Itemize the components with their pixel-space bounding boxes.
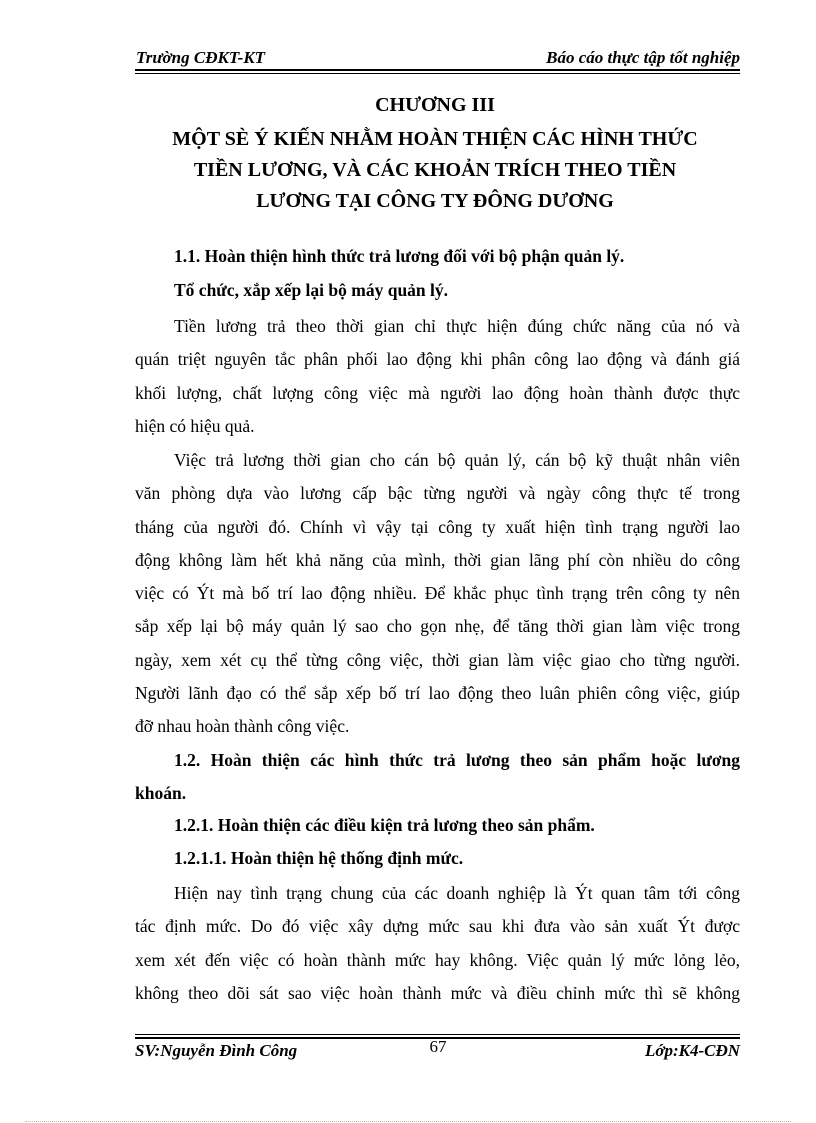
paragraph-line: khối lượng, chất lượng công việc mà người lao động hoàn thành được thực — [135, 382, 740, 403]
section-heading-1-2-1-1: 1.2.1.1. Hoàn thiện hệ thống định mức. — [174, 848, 464, 868]
paragraph-line: tháng của người đó. Chính vì vậy tại công ty xuất hiện tình trạng người lao — [135, 516, 740, 537]
page-number: 67 — [429, 1037, 447, 1056]
header-school: Trường CĐKT-KT — [136, 48, 266, 67]
paragraph-2 — [135, 444, 740, 744]
chapter-title — [120, 124, 750, 217]
paragraph-line: việc có Ýt mà bố trí lao động nhiều. Để khắc phục tình trạng trên công ty nên — [135, 583, 740, 604]
subsection-heading: Tổ chức, xắp xếp lại bộ máy quản lý. — [174, 280, 449, 300]
header-rule-thin — [135, 73, 740, 74]
paragraph-line: Tiền lương trả theo thời gian chỉ thực hiện đúng chức năng của nó và — [174, 316, 740, 336]
page-header — [135, 44, 740, 74]
paragraph-line: hiện có hiệu quả. — [135, 415, 255, 436]
chapter-number: CHƯƠNG III — [375, 94, 495, 116]
paragraph-line: Người lãnh đạo có thể sắp xếp bố trí lao động theo luân phiên công việc, giúp — [135, 683, 740, 704]
paragraph-line: xem xét đến việc có hoàn thành mức hay không. Việc quản lý mức lỏng lẻo, — [135, 949, 740, 970]
paragraph-line: đỡ nhau hoàn thành công việc. — [135, 716, 350, 737]
paragraph-3 — [135, 877, 740, 1010]
paragraph-line: quán triệt nguyên tắc phân phối lao động khi phân công lao động và đánh giá — [135, 349, 740, 370]
page-bottom-dotted-border — [25, 1121, 791, 1122]
paragraph-line: tác định mức. Do đó việc xây dựng mức sau khi đưa vào sản xuất Ýt được — [135, 916, 740, 937]
chapter-title-line: MỘT SÈ Ý KIẾN NHẰM HOÀN THIỆN CÁC HÌNH THỨC — [172, 128, 698, 150]
paragraph-line: Việc trả lương thời gian cho cán bộ quản lý, cán bộ kỹ thuật nhân viên — [174, 450, 740, 470]
footer-student: SV:Nguyễn Đình Công — [135, 1041, 298, 1060]
paragraph-line: sắp xếp lại bộ máy quản lý sao cho gọn nhẹ, để tăng thời gian làm việc trong — [135, 616, 740, 637]
paragraph-line: không theo dõi sát sao việc hoàn thành mức và điều chỉnh mức thì sẽ không — [135, 982, 740, 1003]
footer-class-code: Lớp:K4-CĐN — [644, 1041, 740, 1060]
chapter-title-line: LƯƠNG TẠI CÔNG TY ĐÔNG DƯƠNG — [256, 190, 614, 212]
paragraph-1 — [135, 310, 740, 443]
chapter-title-line: TIỀN LƯƠNG, VÀ CÁC KHOẢN TRÍCH THEO TIỀN — [193, 159, 677, 181]
header-rule — [135, 69, 740, 71]
heading-line: 1.2. Hoàn thiện các hình thức trả lương theo sản phẩm hoặc lương — [174, 750, 740, 770]
header-report-type: Báo cáo thực tập tốt nghiệp — [546, 48, 740, 67]
paragraph-line: động không làm hết khả năng của mình, thời gian lãng phí còn nhiều do công — [135, 549, 740, 570]
paragraph-line: ngày, xem xét cụ thể từng công việc, thời gian làm việc giao cho từng người. — [135, 649, 740, 670]
heading-line: khoán. — [135, 783, 187, 804]
section-heading-1-2 — [135, 744, 740, 811]
section-heading-1-1: 1.1. Hoàn thiện hình thức trả lương đối với bộ phận quản lý. — [174, 246, 625, 266]
section-heading-1-2-1: 1.2.1. Hoàn thiện các điều kiện trả lương theo sản phẩm. — [174, 815, 595, 835]
footer-rule-thin — [135, 1034, 740, 1035]
paragraph-line: Hiện nay tình trạng chung của các doanh nghiệp là Ýt quan tâm tới công — [174, 883, 740, 903]
paragraph-line: văn phòng dựa vào lương cấp bậc từng người và ngày công thực tế trong — [135, 483, 740, 504]
